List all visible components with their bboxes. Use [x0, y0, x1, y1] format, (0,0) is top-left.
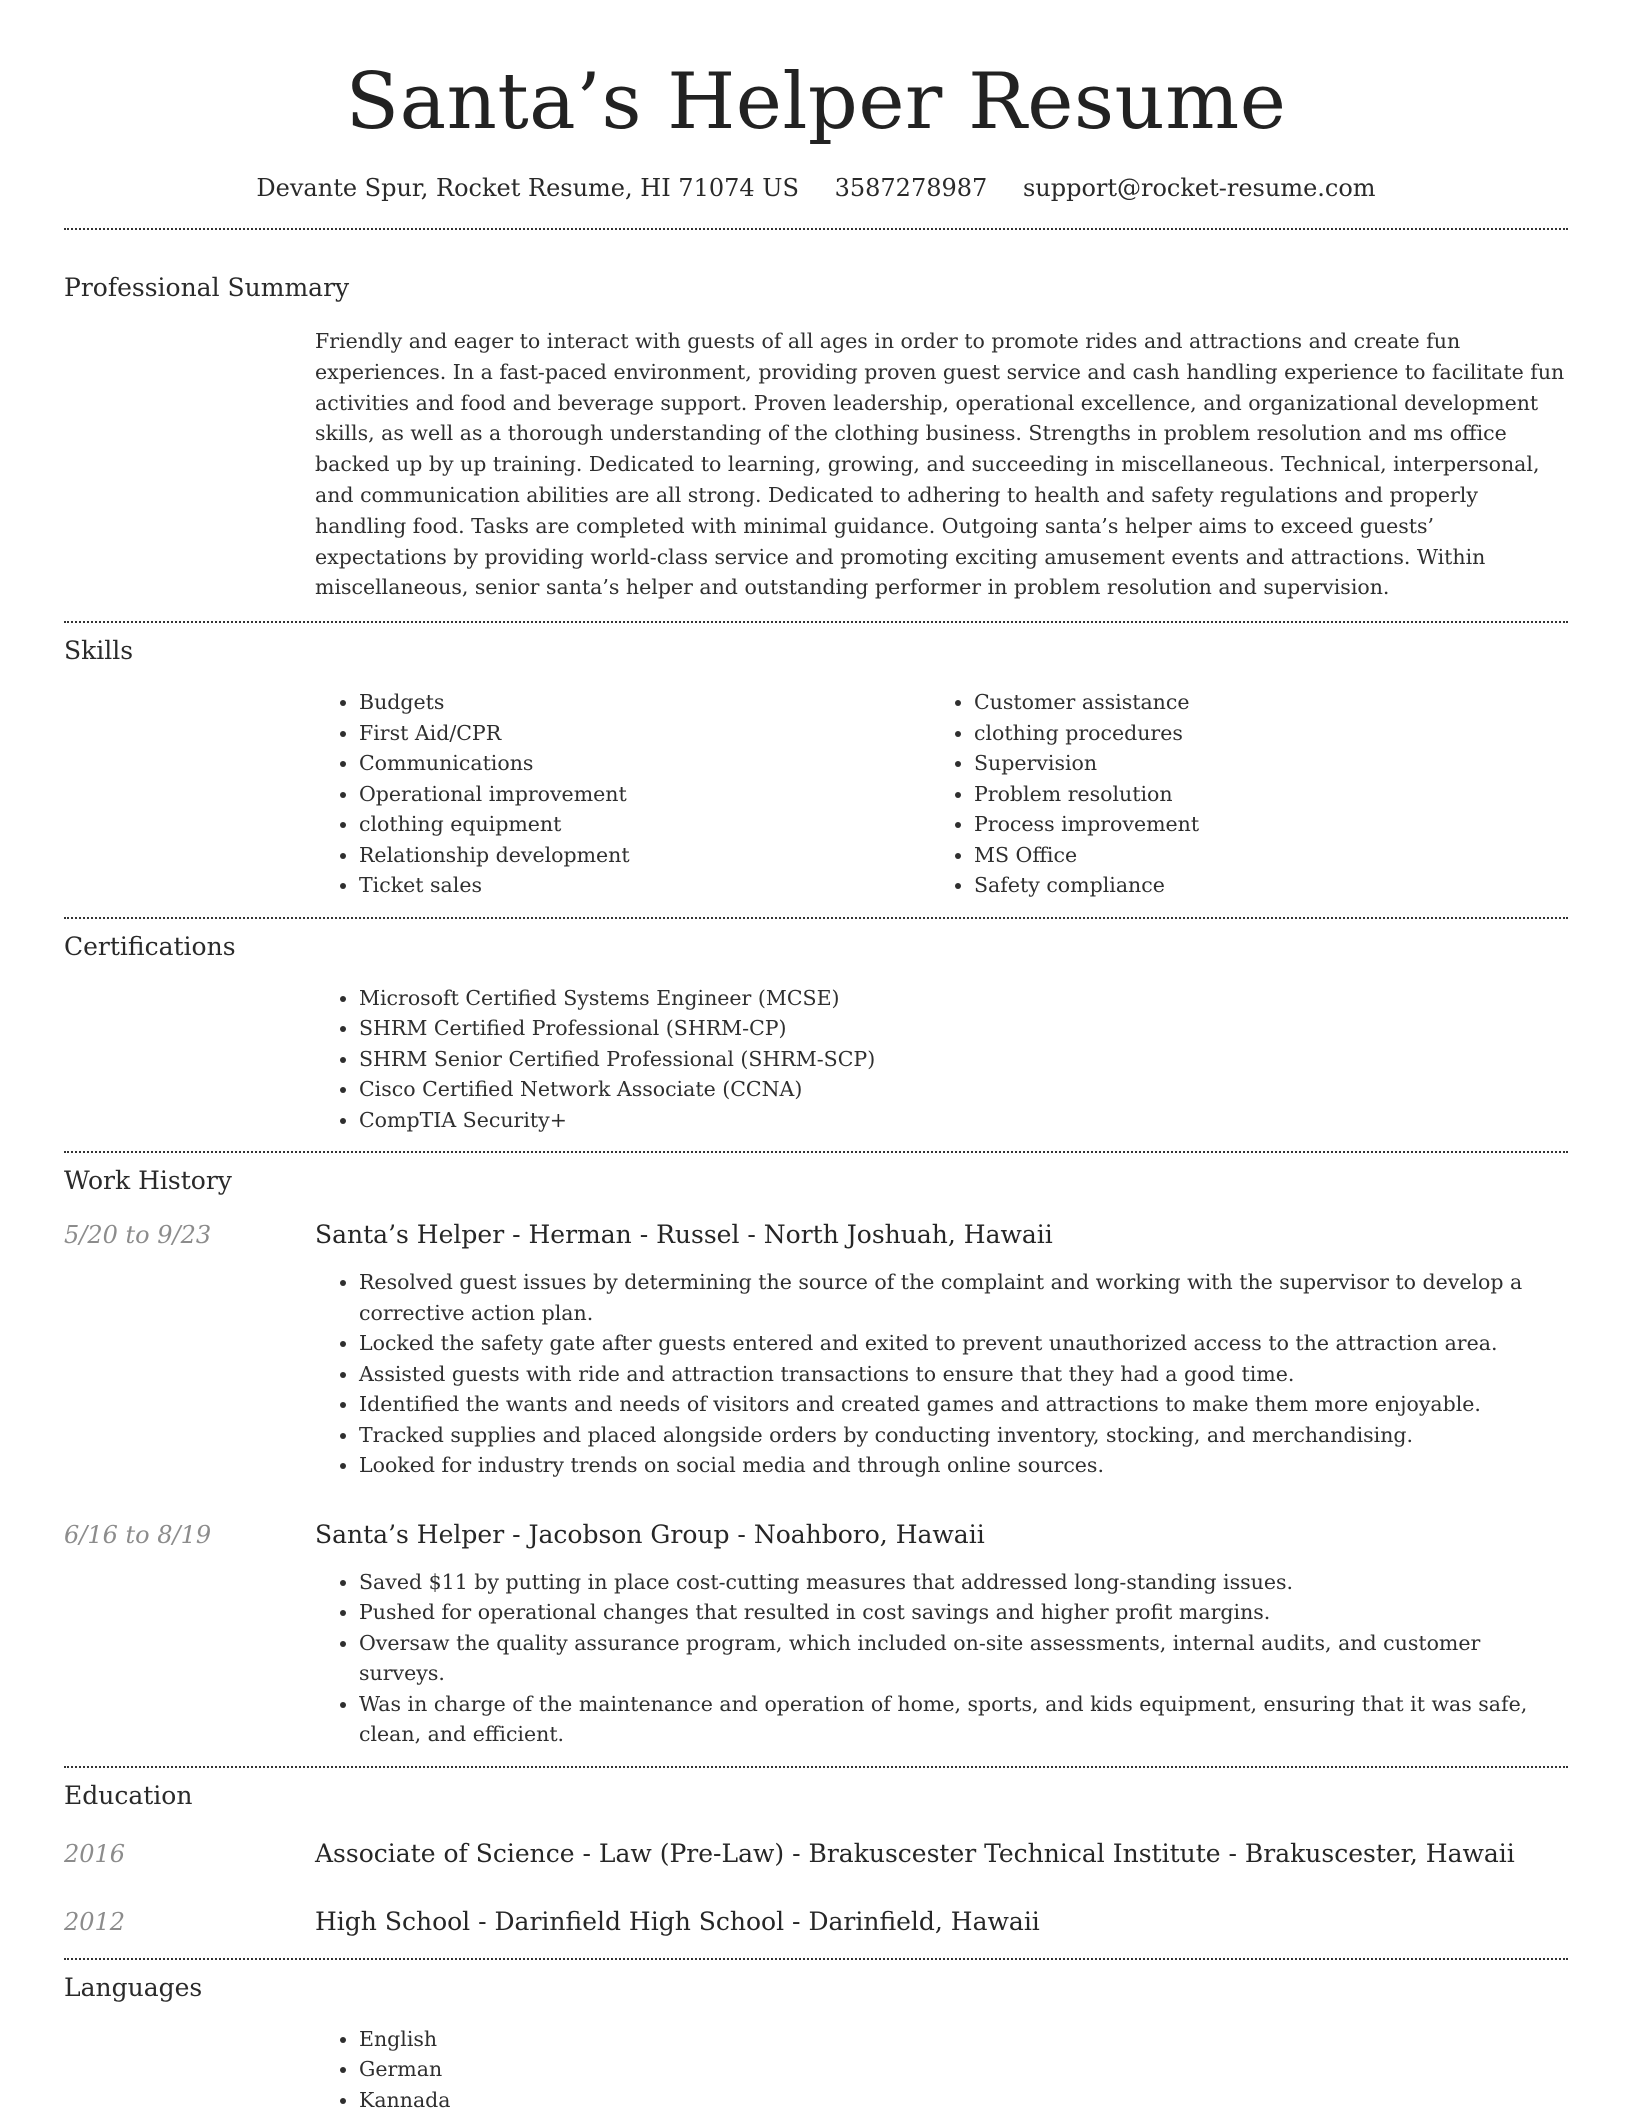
skill-item: • clothing procedures [974, 718, 1545, 749]
divider [64, 228, 1568, 230]
resume-page [64, 0, 1568, 2115]
divider [64, 917, 1568, 919]
job-bullet: • Identified the wants and needs of visitors and created games and attractions to make them more enjoyable. [359, 1389, 1568, 1420]
skill-item: • Safety compliance [974, 870, 1545, 901]
job-entry [64, 1219, 1568, 1481]
languages-heading: Languages [64, 1972, 203, 2002]
divider [64, 621, 1568, 623]
education-year: 2012 [64, 1907, 126, 1936]
contact-phone: 3587278987 [834, 174, 988, 202]
language-item: • Kannada [359, 2085, 1568, 2115]
job-bullet: • Assisted guests with ride and attraction transactions to ensure that they had a good time. [359, 1359, 1568, 1390]
contact-line [64, 172, 1568, 204]
divider [64, 1151, 1568, 1153]
skills-list-left [315, 687, 930, 901]
job-bullet: • Resolved guest issues by determining the source of the complaint and working with the supervisor to develop a corrective action plan. [359, 1267, 1568, 1328]
certifications-section [64, 931, 1568, 1136]
language-item: • English [359, 2024, 1568, 2055]
job-dates: 6/16 to 8/19 [64, 1520, 212, 1549]
job-title: Santa’s Helper - Herman - Russel - North Joshuah, Hawaii [315, 1220, 1053, 1250]
languages-list [315, 2024, 1568, 2115]
education-section [64, 1780, 1568, 1938]
education-year: 2016 [64, 1839, 126, 1868]
skill-item: • clothing equipment [359, 809, 930, 840]
certification-item: • CompTIA Security+ [359, 1105, 1568, 1136]
skills-section [64, 635, 1568, 901]
work-history-section [64, 1165, 1568, 1750]
skill-item: • Supervision [974, 748, 1545, 779]
languages-section [64, 1972, 1568, 2115]
divider [64, 1958, 1568, 1960]
skills-heading: Skills [64, 636, 134, 666]
certification-item: • SHRM Certified Professional (SHRM-CP) [359, 1013, 1568, 1044]
summary-text: Friendly and eager to interact with guests of all ages in order to promote rides and attractions and create fun experiences. In a fast-paced environment, providing proven guest service and cash handling experience to facilitate fun activities and food and beverage support. Proven leadership, operational excellence, and organizational development skills, as well as a thorough understanding of the clothing business. Strengths in problem resolution and ms office backed up by up training. Dedicated to learning, growing, and succeeding in miscellaneous. Technical, interpersonal, and communication abilities are all strong. Dedicated to adhering to health and safety regulations and properly handling food. Tasks are completed with minimal guidance. Outgoing santa’s helper aims to exceed guests’ expectations by providing world-class service and promoting exciting amusement events and attractions. Within miscellaneous, senior santa’s helper and outstanding performer in problem resolution and supervision. [315, 329, 1565, 600]
education-entry [64, 1906, 1568, 1938]
skills-list-right [930, 687, 1545, 901]
divider [64, 1766, 1568, 1768]
education-entry [64, 1838, 1568, 1870]
skill-item: • First Aid/CPR [359, 718, 930, 749]
job-bullet: • Was in charge of the maintenance and operation of home, sports, and kids equipment, ensuring that it was safe, clean, and efficient. [359, 1689, 1568, 1750]
education-title: Associate of Science - Law (Pre-Law) - Brakuscester Technical Institute - Brakuscester, Hawaii [315, 1838, 1515, 1868]
education-heading: Education [64, 1780, 193, 1810]
contact-email[interactable]: support@rocket-resume.com [1022, 174, 1376, 202]
certification-item: • Cisco Certified Network Associate (CCNA) [359, 1074, 1568, 1105]
education-title: High School - Darinfield High School - Darinfield, Hawaii [315, 1906, 1040, 1936]
job-bullet: • Pushed for operational changes that resulted in cost savings and higher profit margins. [359, 1597, 1568, 1628]
certifications-heading: Certifications [64, 931, 236, 961]
job-dates: 5/20 to 9/23 [64, 1221, 212, 1250]
certifications-list [315, 983, 1568, 1136]
skill-item: • Budgets [359, 687, 930, 718]
job-bullets [315, 1567, 1568, 1750]
skill-item: • Communications [359, 748, 930, 779]
skill-item: • Operational improvement [359, 779, 930, 810]
resume-title: Santa’s Helper Resume [345, 57, 1287, 147]
job-bullet: • Looked for industry trends on social media and through online sources. [359, 1450, 1568, 1481]
skill-item: • Ticket sales [359, 870, 930, 901]
skill-item: • Relationship development [359, 840, 930, 871]
skill-item: • Problem resolution [974, 779, 1545, 810]
job-entry [64, 1519, 1568, 1750]
language-item: • German [359, 2054, 1568, 2085]
job-bullet: • Oversaw the quality assurance program, which included on-site assessments, internal audits, and customer surveys. [359, 1628, 1568, 1689]
job-bullet: • Tracked supplies and placed alongside orders by conducting inventory, stocking, and merchandising. [359, 1420, 1568, 1451]
skill-item: • Process improvement [974, 809, 1545, 840]
work-history-heading: Work History [64, 1166, 232, 1196]
certification-item: • Microsoft Certified Systems Engineer (MCSE) [359, 983, 1568, 1014]
job-bullets [315, 1267, 1568, 1481]
summary-section [64, 272, 1568, 603]
job-bullet: • Saved $11 by putting in place cost-cutting measures that addressed long-standing issues. [359, 1567, 1568, 1598]
contact-address: Devante Spur, Rocket Resume, HI 71074 US [256, 174, 799, 202]
skill-item: • MS Office [974, 840, 1545, 871]
skill-item: • Customer assistance [974, 687, 1545, 718]
job-bullet: • Locked the safety gate after guests entered and exited to prevent unauthorized access to the attraction area. [359, 1328, 1568, 1359]
certification-item: • SHRM Senior Certified Professional (SHRM-SCP) [359, 1044, 1568, 1075]
job-title: Santa’s Helper - Jacobson Group - Noahboro, Hawaii [315, 1519, 985, 1549]
summary-heading: Professional Summary [64, 273, 350, 302]
